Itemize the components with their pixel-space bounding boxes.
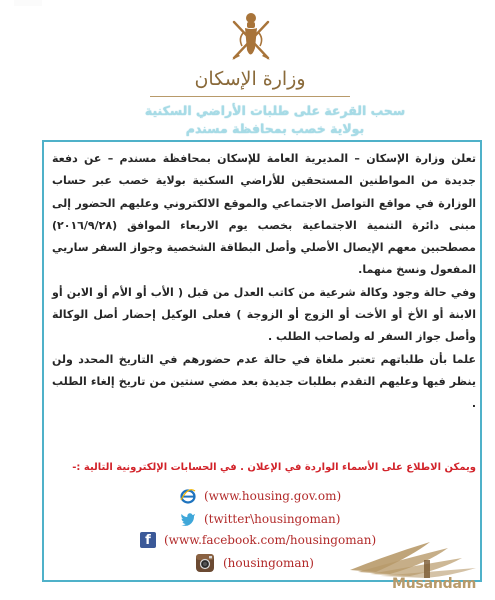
body-paragraph-1: تعلن وزارة الإسكان – المديرية العامة للإسكان بمحافظة مسندم – عن دفعة جديدة من المواطنين المستحقين للأراضي السكنية بولاية خصب عبر حساب الوزارة في مواقع التواصل الاجتماعي والموقع الالكتروني وعليهم الحضور إلى مبنى دائرة التنمية الاجتماعية بخصب يوم الاربعاء الموافق (٢٠١٦/٩/٢٨) مصطحبين معهم الإيصال الأصلي وأصل البطاقة الشخصية وجواز السفر ساريي المفعول ونسخ منهما. (52, 152, 476, 277)
website-row[interactable] (180, 486, 341, 506)
body-paragraph-2: وفي حالة وجود وكالة شرعية من كاتب العدل من قبل ( الأب أو الأم أو الابن أو الابنة أو الأخ أو الأخت أو الزوج أو الزوجة ) فعلى الوكيل إحضار أصل الوكالة وأصل جواز السفر له ولصاحب الطلب . (52, 285, 476, 344)
internet-explorer-icon (180, 488, 196, 504)
oman-emblem-icon (226, 8, 276, 70)
watermark-text: Musandam (392, 576, 477, 592)
watermark-logo-icon (330, 534, 480, 578)
instagram-icon (195, 553, 215, 573)
twitter-row[interactable] (180, 509, 340, 529)
twitter-link[interactable]: (twitter\housingoman) (204, 512, 341, 526)
website-link[interactable]: (www.housing.gov.om) (204, 489, 342, 503)
instagram-row[interactable] (195, 553, 314, 573)
facebook-icon: f (140, 532, 156, 548)
body-paragraph-3: علما بأن طلباتهم تعتبر ملغاة في حالة عدم حضورهم في التاريخ المحدد ولن ينظر فيها وعليهم التقدم بطلبات جديدة بعد مضي سنتين من تاريخ إلغاء الطلب . (52, 352, 476, 411)
announcement-title-line1: سحب القرعة على طلبات الأراضي السكنية (144, 103, 406, 118)
facebook-link[interactable]: (www.facebook.com/housingoman) (164, 533, 377, 547)
announcement-body (52, 148, 476, 416)
instagram-link[interactable]: (housingoman) (223, 556, 314, 570)
contacts-intro: ويمكن الاطلاع على الأسماء الواردة في الإعلان . في الحسابات الإلكترونية التالية :- (72, 462, 476, 473)
ministry-underline (150, 96, 350, 97)
twitter-bird-icon (180, 512, 196, 526)
announcement-title-line2: بولاية خصب بمحافظة مسندم (185, 121, 365, 136)
ministry-name: وزارة الإسكان (194, 68, 306, 90)
